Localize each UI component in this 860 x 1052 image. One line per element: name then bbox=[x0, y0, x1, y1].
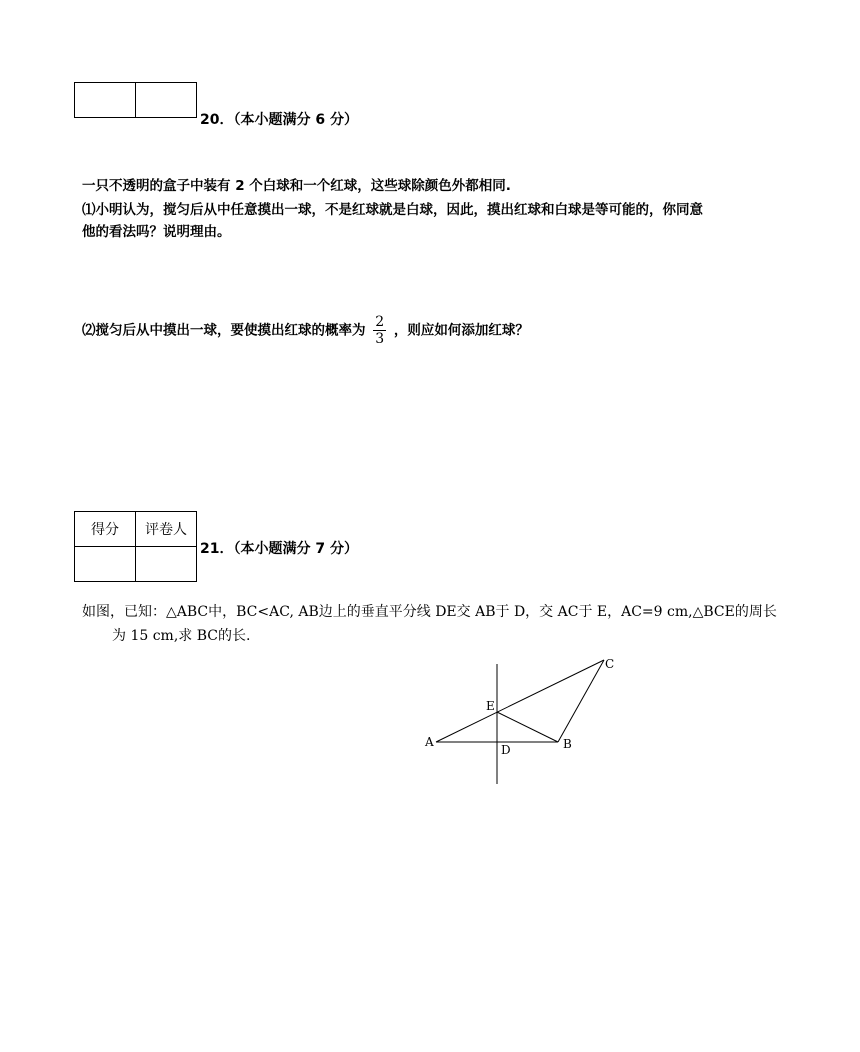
q21-score-cell bbox=[75, 547, 136, 582]
label-a: A bbox=[425, 735, 434, 749]
fraction-numerator: 2 bbox=[375, 314, 385, 330]
q21-line2: 为 15 cm,求 BC的长. bbox=[112, 628, 251, 644]
probability-fraction bbox=[373, 314, 386, 347]
q21-grader-cell bbox=[136, 547, 197, 582]
q20-grader-cell bbox=[136, 83, 197, 118]
label-c: C bbox=[605, 657, 615, 671]
score-header: 得分 bbox=[75, 512, 136, 547]
segment-be bbox=[497, 712, 558, 742]
q20-score-cell bbox=[75, 83, 136, 118]
grader-header: 评卷人 bbox=[136, 512, 197, 547]
q21-line1: 如图，已知：△ABC中，BC<AC, AB边上的垂直平分线 DE交 AB于 D，交 AC于 E，AC=9 cm,△BCE的周长 bbox=[82, 604, 777, 620]
label-b: B bbox=[563, 737, 572, 751]
q20-part1-line1: ⑴小明认为，搅匀后从中任意摸出一球，不是红球就是白球，因此，摸出红球和白球是等可能的，你同意 bbox=[82, 202, 703, 218]
triangle-figure bbox=[420, 652, 620, 788]
q20-intro: 一只不透明的盒子中装有 2 个白球和一个红球，这些球除颜色外都相同. bbox=[82, 178, 511, 194]
q20-score-box bbox=[74, 82, 197, 118]
segment-ac bbox=[436, 660, 604, 742]
label-d: D bbox=[501, 743, 511, 757]
fraction-denominator: 3 bbox=[375, 331, 385, 347]
q20-part2-after: ，则应如何添加红球？ bbox=[393, 322, 529, 339]
q20-part1-line2: 他的看法吗？说明理由。 bbox=[82, 224, 231, 240]
label-e: E bbox=[486, 699, 495, 713]
segment-bc bbox=[558, 660, 604, 742]
q20-title: 20．（本小题满分 6 分） bbox=[200, 112, 358, 128]
q20-part2 bbox=[82, 314, 529, 347]
q21-title: 21．（本小题满分 7 分） bbox=[200, 541, 358, 557]
q20-part2-before: ⑵搅匀后从中摸出一球，要使摸出红球的概率为 bbox=[82, 322, 366, 339]
q21-score-box bbox=[74, 511, 197, 582]
